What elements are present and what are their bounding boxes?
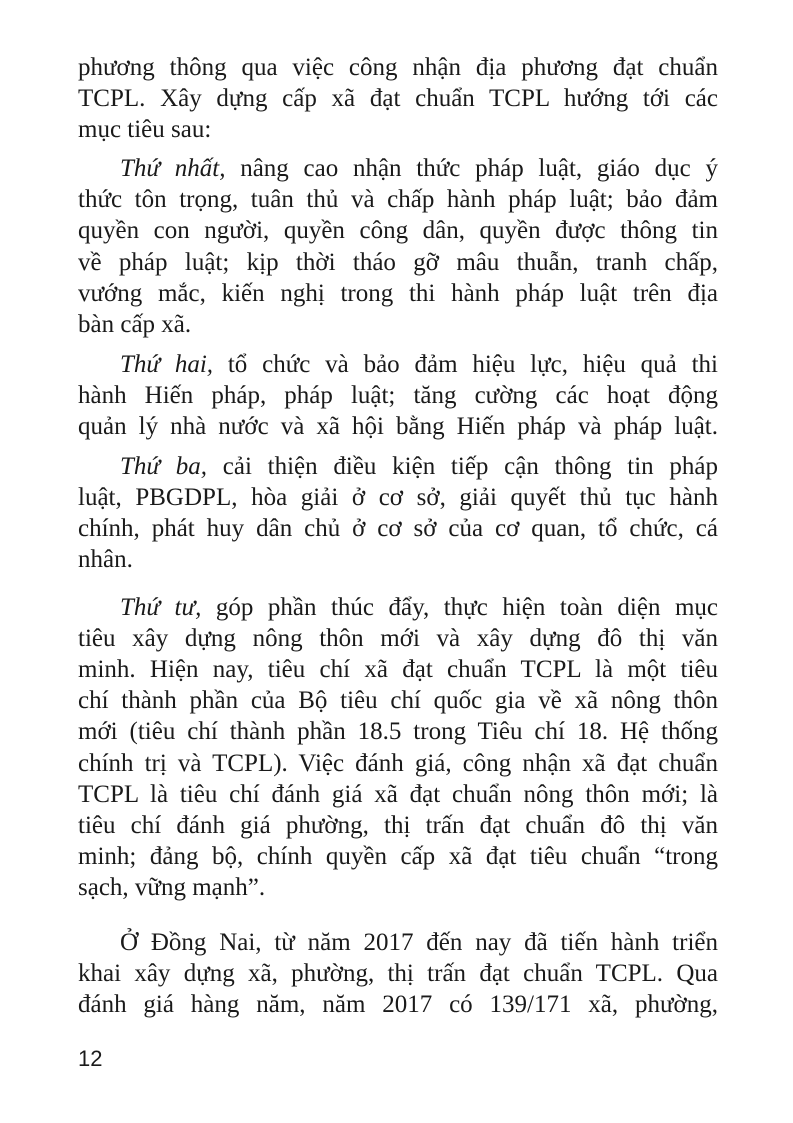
text-span: tổ chức và bảo đảm hiệu lực, hiệu quả thi: [213, 351, 718, 378]
lead-term: Thứ hai,: [120, 351, 214, 378]
text-line: chính trị và TCPL). Việc đánh giá, công nhận xã đạt chuẩn: [78, 750, 718, 777]
text-line: [120, 349, 718, 380]
lead-term: Thứ nhất,: [120, 155, 226, 182]
text-line: bàn cấp xã.: [78, 311, 192, 338]
text-line: quyền con người, quyền công dân, quyền được thông tin: [78, 217, 718, 244]
text-line: [120, 153, 718, 184]
text-line: thức tôn trọng, tuân thủ và chấp hành pháp luật; bảo đảm: [78, 186, 718, 213]
text-line: chính, phát huy dân chủ ở cơ sở của cơ quan, tổ chức, cá: [78, 515, 718, 542]
lead-term: Thứ ba,: [120, 453, 208, 480]
text-line: nhân.: [78, 546, 133, 573]
text-line: TCPL. Xây dựng cấp xã đạt chuẩn TCPL hướng tới các: [78, 85, 718, 112]
text-line: [120, 451, 718, 482]
text-line: đánh giá hàng năm, năm 2017 có 139/171 xã, phường,: [78, 991, 718, 1018]
text-span: cải thiện điều kiện tiếp cận thông tin pháp: [207, 453, 718, 480]
text-line: Ở Đồng Nai, từ năm 2017 đến nay đã tiến hành triển: [120, 929, 718, 956]
text-line: minh; đảng bộ, chính quyền cấp xã đạt tiêu chuẩn “trong: [78, 843, 718, 870]
text-line: về pháp luật; kịp thời tháo gỡ mâu thuẫn, tranh chấp,: [78, 249, 718, 276]
text-line: khai xây dựng xã, phường, thị trấn đạt chuẩn TCPL. Qua: [78, 960, 718, 987]
text-line: [120, 592, 718, 623]
text-line: phương thông qua việc công nhận địa phương đạt chuẩn: [78, 54, 718, 81]
page-number: 12: [78, 1046, 103, 1071]
text-line: hành Hiến pháp, pháp luật; tăng cường các hoạt động: [78, 382, 718, 409]
text-line: sạch, vững mạnh”.: [78, 874, 266, 901]
text-span: góp phần thúc đẩy, thực hiện toàn diện mục: [201, 594, 718, 621]
text-line: luật, PBGDPL, hòa giải ở cơ sở, giải quyết thủ tục hành: [78, 484, 718, 511]
text-line: tiêu xây dựng nông thôn mới và xây dựng đô thị văn: [78, 625, 718, 652]
text-line: TCPL là tiêu chí đánh giá xã đạt chuẩn nông thôn mới; là: [78, 781, 718, 808]
lead-term: Thứ tư,: [120, 594, 202, 621]
text-span: nâng cao nhận thức pháp luật, giáo dục ý: [225, 155, 718, 182]
text-line: mục tiêu sau:: [78, 116, 212, 143]
text-line: tiêu chí đánh giá phường, thị trấn đạt chuẩn đô thị văn: [78, 812, 718, 839]
text-line: minh. Hiện nay, tiêu chí xã đạt chuẩn TCPL là một tiêu: [78, 656, 718, 683]
text-line: chí thành phần của Bộ tiêu chí quốc gia về xã nông thôn: [78, 687, 718, 714]
text-line: mới (tiêu chí thành phần 18.5 trong Tiêu chí 18. Hệ thống: [78, 718, 718, 745]
text-line: quản lý nhà nước và xã hội bằng Hiến pháp và pháp luật.: [78, 413, 718, 440]
text-line: vướng mắc, kiến nghị trong thi hành pháp luật trên địa: [78, 280, 718, 307]
